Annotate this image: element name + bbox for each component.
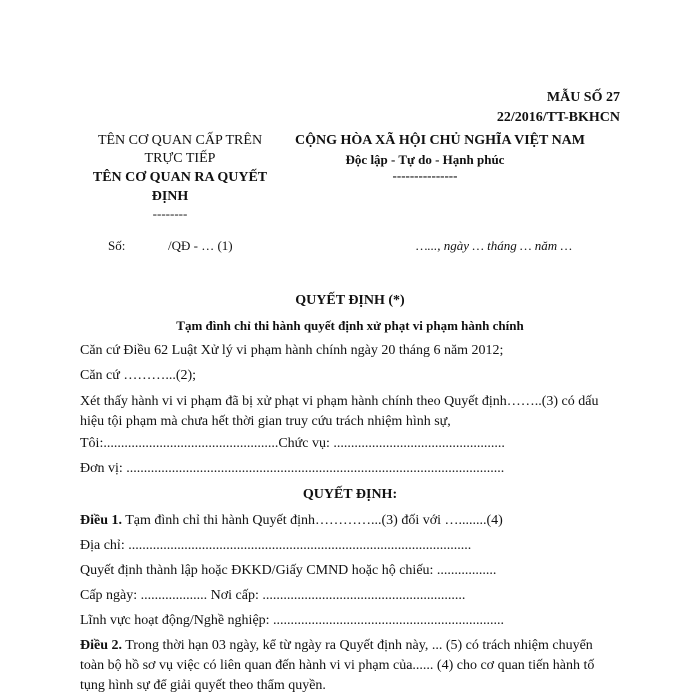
article-1-text: Tạm đình chỉ thi hành Quyết định…………...(3) đối với …........(4)	[122, 513, 503, 528]
superior-agency-line1: TÊN CƠ QUAN CẤP TRÊN	[97, 133, 263, 148]
field-line: Lĩnh vực hoạt động/Nghề nghiệp: ..................................................................	[80, 613, 505, 628]
issue-line: Cấp ngày: ................... Nơi cấp: ..........................................................	[80, 588, 466, 603]
issuing-agency-line2: ĐỊNH	[151, 189, 189, 204]
left-divider: --------	[152, 206, 188, 221]
right-divider: ---------------	[392, 168, 458, 183]
issuing-agency-line1: TÊN CƠ QUAN RA QUYẾT	[92, 170, 268, 185]
article-2-text: Trong thời hạn 03 ngày, kể từ ngày ra Quyết định này, ... (5) có trách nhiệm chuyển toàn bộ hồ sơ vụ việc có liên quan đến hành vi vi phạm của...... (4) cho cơ quan tiến hành tố tụng hình sự để giải quyết theo thẩm quyền.	[80, 638, 595, 693]
consideration-paragraph: Xét thấy hành vi vi phạm đã bị xử phạt vi phạm hành chính theo Quyết định……..(3) có dấu hiệu tội phạm mà chưa hết thời gian truy cứu trách nhiệm hình sự,	[80, 394, 599, 429]
basis-line-2: Căn cứ ………...(2);	[80, 368, 197, 383]
signer-line: Tôi:..................................................Chức vụ: .................................................	[80, 436, 505, 451]
document-number-code: /QĐ - … (1)	[168, 238, 233, 253]
date-line: …..., ngày … tháng … năm …	[416, 238, 573, 253]
decision-heading: QUYẾT ĐỊNH:	[302, 487, 398, 502]
article-1-label: Điều 1.	[80, 513, 122, 528]
article-2-label: Điều 2.	[80, 638, 122, 653]
decision-title: QUYẾT ĐỊNH (*)	[295, 293, 405, 308]
form-number: MẪU SỐ 27	[546, 90, 620, 105]
circular-reference: 22/2016/TT-BKHCN	[496, 110, 620, 125]
address-line: Địa chỉ: ..................................................................................................	[80, 538, 472, 553]
basis-line-1: Căn cứ Điều 62 Luật Xử lý vi phạm hành chính ngày 20 tháng 6 năm 2012;	[80, 343, 504, 358]
unit-line: Đơn vị: ............................................................................................................	[80, 461, 505, 476]
decision-subtitle: Tạm đình chỉ thi hành quyết định xử phạt vi phạm hành chính	[176, 318, 524, 333]
superior-agency-line2: TRỰC TIẾP	[144, 151, 216, 166]
document-number-label: Số:	[108, 238, 126, 253]
national-motto: Độc lập - Tự do - Hạnh phúc	[345, 152, 505, 167]
national-title: CỘNG HÒA XÃ HỘI CHỦ NGHĨA VIỆT NAM	[294, 133, 585, 148]
license-line: Quyết định thành lập hoặc ĐKKD/Giấy CMND hoặc hộ chiếu: .................	[80, 563, 497, 578]
article-1	[80, 513, 503, 529]
article-2	[80, 636, 620, 696]
